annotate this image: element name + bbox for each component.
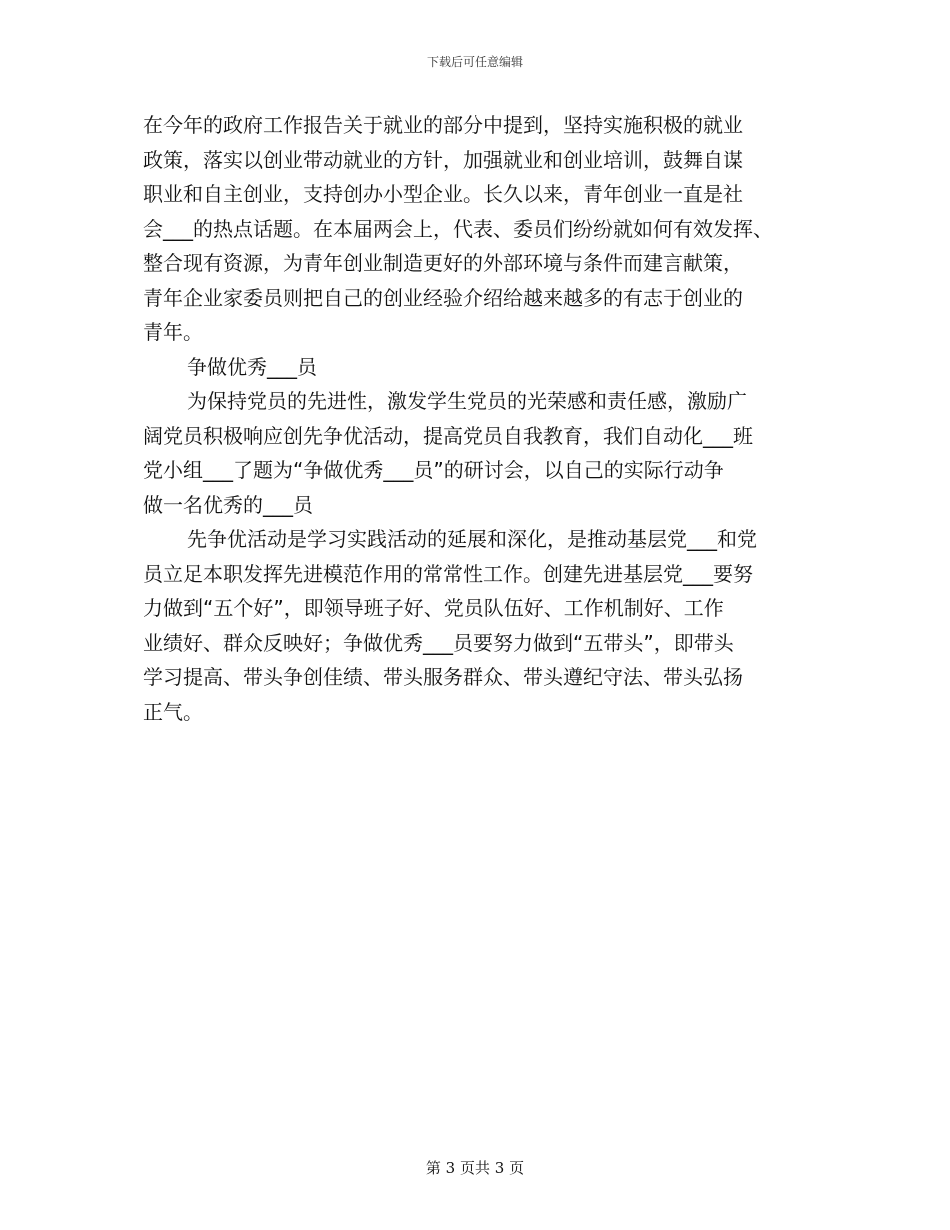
body-line: 员立足本职发挥先进模范作用的常常性工作。创建先进基层党___要努 [143,561,753,586]
body-line: 青年企业家委员则把自己的创业经验介绍给越来越多的有志于创业的 [143,285,743,310]
body-line: 在今年的政府工作报告关于就业的部分中提到，坚持实施积极的就业 [143,113,743,137]
body-line: 职业和自主创业，支持创办小型企业。长久以来，青年创业一直是社 [143,182,743,206]
section-heading: 争做优秀___员 [187,354,317,379]
body-line: 政策，落实以创业带动就业的方针，加强就业和创业培训，鼓舞自谋 [143,147,743,172]
page-number: 第 3 页共 3 页 [425,1159,525,1177]
body-line: 整合现有资源，为青年创业制造更好的外部环境与条件而建言献策， [143,251,743,275]
body-line: 学习提高、带头争创佳绩、带头服务群众、带头遵纪守法、带头弘扬 [143,665,743,689]
document-body [143,108,803,729]
body-line: 党小组___了题为“争做优秀___员”的研讨会，以自己的实际行动争 [143,458,724,482]
body-line: 青年。 [143,320,203,344]
body-line: 为保持党员的先进性，激发学生党员的光荣感和责任感，激励广 [187,389,747,413]
body-line: 正气。 [143,699,203,724]
body-line: 会___的热点话题。在本届两会上，代表、委员们纷纷就如何有效发挥、 [143,216,773,241]
body-line: 业绩好、群众反映好；争做优秀___员要努力做到“五带头”，即带头 [143,630,734,655]
body-line: 做一名优秀的___员 [143,492,313,517]
body-line: 阔党员积极响应创先争优活动，提高党员自我教育，我们自动化___班 [143,423,753,448]
page-header: 下载后可任意编辑 [426,55,523,69]
body-line: 先争优活动是学习实践活动的延展和深化，是推动基层党___和党 [187,527,757,551]
body-line: 力做到“五个好”，即领导班子好、党员队伍好、工作机制好、工作 [143,596,724,620]
